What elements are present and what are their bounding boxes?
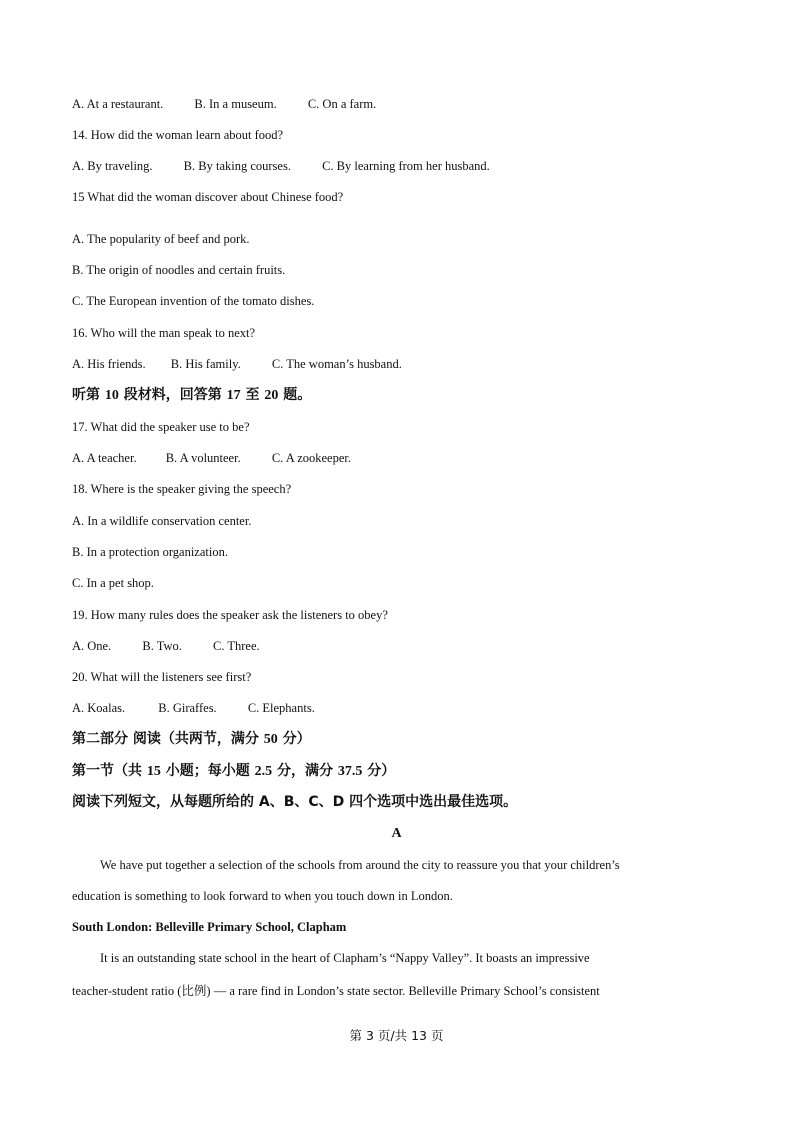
q13-options (72, 96, 376, 112)
q14-option-c: C. By learning from her husband. (322, 159, 490, 173)
q19-option-b: B. Two. (142, 639, 182, 653)
q15-option-b: B. The origin of noodles and certain fruits. (72, 263, 286, 277)
q13-option-b: B. In a museum. (194, 97, 277, 111)
q15-question: 15 What did the woman discover about Chinese food? (72, 190, 344, 204)
q13-option-a: A. At a restaurant. (72, 97, 164, 111)
q17-option-a: A. A teacher. (72, 451, 137, 465)
reading-instruction: 阅读下列短文，从每题所给的 A、B、C、D 四个选项中选出最佳选项。 (72, 794, 518, 810)
q18-question: 18. Where is the speaker giving the speech? (72, 482, 292, 496)
q17-option-b: B. A volunteer. (165, 451, 241, 465)
part-2-heading: 第二部分 阅读（共两节，满分 50 分） (72, 731, 311, 747)
q17-question: 17. What did the speaker use to be? (72, 420, 250, 434)
q20-option-c: C. Elephants. (247, 701, 315, 715)
q14-options (72, 158, 490, 174)
passage-p2-line1: It is an outstanding state school in the heart of Clapham’s “Nappy Valley”. It boasts an impressive (100, 951, 590, 965)
passage-p2-line2: teacher-student ratio (比例) — a rare find in London’s state sector. Belleville Primary School’s consistent (72, 984, 600, 998)
q15-option-a: A. The popularity of beef and pork. (72, 232, 250, 246)
q17-options (72, 450, 351, 466)
section-1-heading: 第一节（共 15 小题；每小题 2.5 分，满分 37.5 分） (72, 763, 396, 779)
q14-question: 14. How did the woman learn about food? (72, 128, 284, 142)
passage-letter: A (391, 826, 402, 841)
q18-option-c: C. In a pet shop. (72, 576, 154, 590)
q14-option-b: B. By taking courses. (183, 159, 291, 173)
q20-option-a: A. Koalas. (72, 701, 126, 715)
q16-option-a: A. His friends. (72, 357, 146, 371)
q15-option-c: C. The European invention of the tomato dishes. (72, 294, 315, 308)
q19-option-a: A. One. (72, 639, 112, 653)
q18-option-b: B. In a protection organization. (72, 545, 228, 559)
q19-option-c: C. Three. (213, 639, 260, 653)
q16-option-c: C. The woman’s husband. (271, 357, 402, 371)
q20-question: 20. What will the listeners see first? (72, 670, 252, 684)
q18-option-a: A. In a wildlife conservation center. (72, 514, 252, 528)
q19-question: 19. How many rules does the speaker ask the listeners to obey? (72, 608, 388, 622)
q16-option-b: B. His family. (170, 357, 241, 371)
q17-option-c: C. A zookeeper. (271, 451, 351, 465)
passage-p1-line2: education is something to look forward to when you touch down in London. (72, 889, 453, 903)
section-10-heading: 听第 10 段材料，回答第 17 至 20 题。 (72, 387, 312, 403)
passage-p1-line1: We have put together a selection of the schools from around the city to reassure you that your children’s (100, 858, 620, 872)
q13-option-c: C. On a farm. (307, 97, 377, 111)
q20-option-b: B. Giraffes. (158, 701, 217, 715)
q16-options (72, 356, 402, 372)
page-footer: 第 3 页/共 13 页 (349, 1028, 444, 1043)
q20-options (72, 700, 315, 716)
q14-option-a: A. By traveling. (72, 159, 153, 173)
q16-question: 16. Who will the man speak to next? (72, 326, 256, 340)
passage-heading: South London: Belleville Primary School, Clapham (72, 920, 347, 934)
q19-options (72, 638, 260, 654)
